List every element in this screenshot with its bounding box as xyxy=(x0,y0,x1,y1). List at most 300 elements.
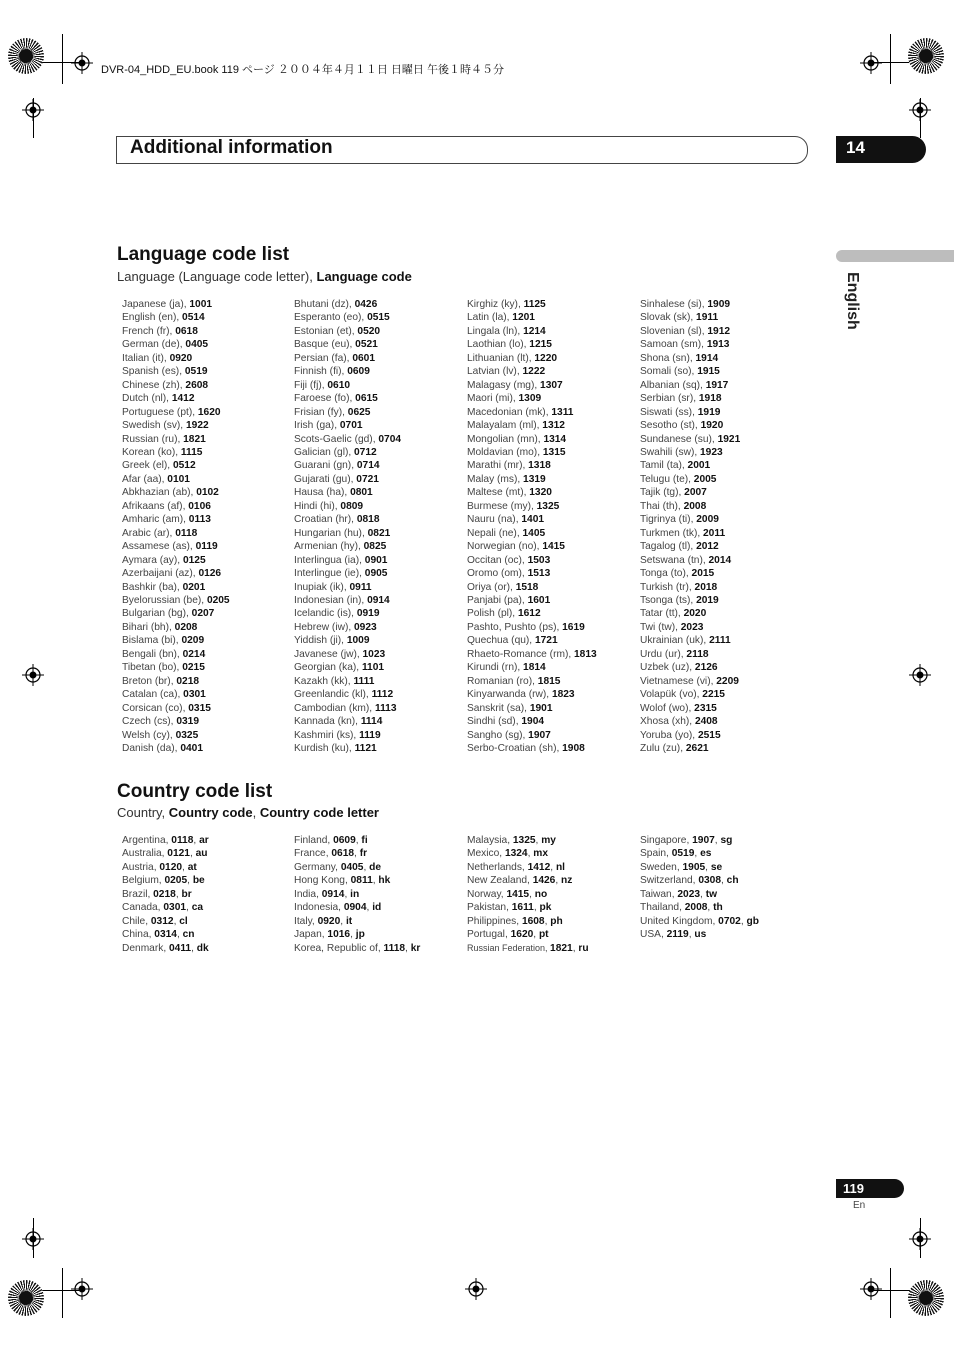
country-name: Pakistan, xyxy=(467,902,512,914)
language-entry xyxy=(122,298,230,311)
language-code: 1112 xyxy=(371,689,394,701)
language-name: Mongolian (mn), xyxy=(467,433,544,445)
language-name: Romanian (ro), xyxy=(467,675,538,687)
registration-sunburst-icon xyxy=(908,38,944,74)
language-name: Dutch (nl), xyxy=(122,393,172,405)
language-entry xyxy=(467,365,597,378)
country-code: 1325 xyxy=(512,835,536,846)
country-code: 0702 xyxy=(718,915,741,927)
language-entry xyxy=(122,702,230,715)
language-name: Malay (ms), xyxy=(467,473,524,485)
country-separator: , xyxy=(354,848,360,860)
country-entry xyxy=(122,915,209,928)
language-name: Frisian (fy), xyxy=(294,406,348,418)
country-letter: be xyxy=(192,875,205,887)
country-letter: cn xyxy=(182,929,195,941)
country-entry xyxy=(294,915,420,928)
country-separator: , xyxy=(340,915,346,927)
language-entry xyxy=(640,527,740,540)
registration-crosshair-icon xyxy=(22,1228,44,1250)
language-entry xyxy=(294,311,401,324)
country-code: 0618 xyxy=(331,848,355,860)
language-code: 0701 xyxy=(339,420,363,432)
country-code: 1608 xyxy=(521,915,545,927)
language-code: 1904 xyxy=(521,716,545,728)
language-code: 0401 xyxy=(180,742,203,754)
language-code: 0426 xyxy=(354,299,378,310)
country-code: 1821 xyxy=(550,942,573,954)
country-column-2 xyxy=(294,834,420,955)
language-code: 1914 xyxy=(695,352,719,364)
language-code: 0615 xyxy=(355,393,378,405)
country-letter: sg xyxy=(720,835,733,846)
language-entry xyxy=(122,446,230,459)
language-entry xyxy=(294,607,401,620)
language-entry xyxy=(122,365,230,378)
language-code: 0821 xyxy=(367,527,391,539)
language-entry xyxy=(294,419,401,432)
language-entry xyxy=(122,634,230,647)
country-name: Indonesia, xyxy=(294,902,344,914)
country-separator: , xyxy=(355,835,362,846)
country-letter: es xyxy=(700,848,712,860)
language-name: Marathi (mr), xyxy=(467,460,529,472)
country-letter: mx xyxy=(533,848,549,860)
country-name: Russian Federation, xyxy=(467,942,551,953)
language-code: 1823 xyxy=(551,689,575,701)
language-name: Interlingua (ia), xyxy=(294,554,365,566)
country-section-subtitle: Country, Country code, Country code letter xyxy=(117,805,379,820)
language-entry xyxy=(294,298,401,311)
country-letter: dk xyxy=(196,942,209,954)
country-name: China, xyxy=(122,929,155,941)
language-code: 1412 xyxy=(171,393,195,405)
country-separator: , xyxy=(535,835,542,846)
language-code: 0208 xyxy=(174,621,198,633)
language-entry xyxy=(640,581,740,594)
language-code: 0920 xyxy=(169,352,193,364)
language-name: Armenian (hy), xyxy=(294,541,364,553)
language-code: 1311 xyxy=(551,406,574,418)
country-entry xyxy=(294,928,420,941)
language-code: 1920 xyxy=(700,420,724,432)
language-name: Telugu (te), xyxy=(640,473,694,485)
language-code: 0721 xyxy=(356,473,379,485)
language-code: 2209 xyxy=(716,675,739,687)
language-code: 0923 xyxy=(354,621,377,633)
language-code: 0118 xyxy=(175,527,198,539)
language-entry xyxy=(467,311,597,324)
country-name: Thailand, xyxy=(640,902,685,914)
language-code: 2020 xyxy=(683,608,707,620)
language-name: Albanian (sq), xyxy=(640,379,706,391)
language-code: 1215 xyxy=(529,339,552,351)
country-letter: tw xyxy=(705,888,718,900)
language-code: 2014 xyxy=(708,554,732,566)
country-code: 0920 xyxy=(317,915,341,927)
language-entry xyxy=(467,634,597,647)
country-letter: at xyxy=(187,861,197,873)
language-name: Greenlandic (kl), xyxy=(294,689,372,701)
language-code: 0325 xyxy=(175,729,199,741)
language-name: Latvian (lv), xyxy=(467,366,523,378)
language-name: Yiddish (ji), xyxy=(294,635,347,647)
registration-crosshair-icon xyxy=(909,1228,931,1250)
language-name: Kirundi (rn), xyxy=(467,662,524,674)
language-entry xyxy=(467,325,597,338)
language-code: 1721 xyxy=(534,635,558,647)
language-name: Hausa (ha), xyxy=(294,487,351,499)
country-letter: br xyxy=(181,888,192,900)
language-code: 1111 xyxy=(353,675,375,687)
language-name: Scots-Gaelic (gd), xyxy=(294,433,379,445)
language-code: 1619 xyxy=(562,621,585,633)
registration-crosshair-icon xyxy=(860,1278,882,1300)
print-header: DVR-04_HDD_EU.book 119 ページ ２００４年４月１１日 日曜日 午後１時４５分 xyxy=(101,64,504,76)
language-name: Croatian (hr), xyxy=(294,514,357,526)
language-code: 0102 xyxy=(196,487,219,499)
language-code: 1307 xyxy=(540,379,563,391)
language-code: 1318 xyxy=(528,460,551,472)
language-name: Yoruba (yo), xyxy=(640,729,698,741)
language-name: Hebrew (iw), xyxy=(294,621,355,633)
language-name: Tamil (ta), xyxy=(640,460,688,472)
language-name: Bengali (bn), xyxy=(122,648,183,660)
language-entry xyxy=(294,325,401,338)
language-code: 0119 xyxy=(195,541,218,553)
language-entry xyxy=(122,607,230,620)
language-entry xyxy=(294,392,401,405)
country-entry xyxy=(467,928,589,941)
country-separator: , xyxy=(191,942,197,954)
language-entry xyxy=(640,540,740,553)
language-entry xyxy=(294,459,401,472)
language-code: 1101 xyxy=(361,662,385,674)
language-entry xyxy=(467,594,597,607)
country-name: Hong Kong, xyxy=(294,875,351,887)
language-name: Hungarian (hu), xyxy=(294,527,368,539)
country-entry xyxy=(640,847,759,860)
language-code: 1125 xyxy=(523,299,546,310)
country-letter: kr xyxy=(410,942,421,954)
country-name: New Zealand, xyxy=(467,875,533,887)
language-code: 1901 xyxy=(529,702,553,714)
language-code: 2019 xyxy=(696,594,719,606)
language-entry xyxy=(294,702,401,715)
language-name: Abkhazian (ab), xyxy=(122,487,197,499)
page-number: 119 xyxy=(843,1181,864,1196)
language-code: 1814 xyxy=(523,662,546,674)
country-letter: ch xyxy=(726,875,739,887)
country-separator: , xyxy=(363,861,370,873)
language-name: German (de), xyxy=(122,339,186,351)
language-code: 0207 xyxy=(191,608,215,620)
language-code: 0106 xyxy=(188,500,211,512)
language-entry xyxy=(467,688,597,701)
country-letter: ar xyxy=(199,835,209,846)
language-entry xyxy=(294,621,401,634)
language-name: Tagalog (tl), xyxy=(640,541,697,553)
country-entry xyxy=(294,874,420,887)
language-name: Hindi (hi), xyxy=(294,500,341,512)
country-separator: , xyxy=(405,942,411,954)
country-code: 1324 xyxy=(504,848,528,860)
language-code: 1921 xyxy=(717,433,741,445)
language-code: 0315 xyxy=(188,702,211,714)
language-entry xyxy=(640,661,740,674)
country-code: 0118 xyxy=(171,835,194,846)
language-code: 0601 xyxy=(352,352,375,364)
language-name: Irish (ga), xyxy=(294,420,340,432)
language-entry xyxy=(640,459,740,472)
country-separator: , xyxy=(550,861,556,873)
language-name: Kashmiri (ks), xyxy=(294,729,360,741)
country-letter: se xyxy=(710,861,723,873)
language-name: Bulgarian (bg), xyxy=(122,608,192,620)
language-code: 2007 xyxy=(684,487,707,499)
language-entry xyxy=(122,715,230,728)
language-code: 2111 xyxy=(709,635,731,647)
language-entry xyxy=(640,567,740,580)
language-entry xyxy=(467,486,597,499)
country-code: 0205 xyxy=(164,875,188,887)
country-code: 1426 xyxy=(532,875,556,887)
country-code: 1016 xyxy=(327,929,351,941)
language-name: Tajik (tg), xyxy=(640,487,685,499)
language-code: 0201 xyxy=(182,581,206,593)
language-name: Quechua (qu), xyxy=(467,635,535,647)
language-name: Tibetan (bo), xyxy=(122,662,183,674)
language-name: Arabic (ar), xyxy=(122,527,176,539)
language-entry xyxy=(122,661,230,674)
language-name: Assamese (as), xyxy=(122,541,196,553)
country-letter: nl xyxy=(555,861,565,873)
country-separator: , xyxy=(186,902,192,914)
language-entry xyxy=(122,325,230,338)
language-entry xyxy=(122,648,230,661)
country-letter: de xyxy=(369,861,382,873)
language-name: Gujarati (gu), xyxy=(294,473,357,485)
language-name: Tigrinya (ti), xyxy=(640,514,697,526)
language-code: 1923 xyxy=(700,446,723,458)
country-column-3 xyxy=(467,834,589,955)
country-code: 1415 xyxy=(506,888,530,900)
registration-crosshair-icon xyxy=(909,99,931,121)
language-code: 1503 xyxy=(527,554,551,566)
country-separator: , xyxy=(714,835,721,846)
language-code: 1401 xyxy=(521,514,545,526)
language-entry xyxy=(467,702,597,715)
country-entry xyxy=(294,901,420,914)
language-entry xyxy=(640,621,740,634)
language-code: 0512 xyxy=(172,460,196,472)
language-code: 1513 xyxy=(527,568,551,580)
language-name: Shona (sn), xyxy=(640,352,696,364)
country-letter: id xyxy=(372,902,382,914)
language-code: 1001 xyxy=(189,299,213,310)
language-name: Urdu (ur), xyxy=(640,648,687,660)
language-name: Amharic (am), xyxy=(122,514,189,526)
language-column-2 xyxy=(294,298,401,755)
language-entry xyxy=(294,513,401,526)
country-letter: pk xyxy=(539,902,552,914)
language-entry xyxy=(640,379,740,392)
country-code: 0312 xyxy=(150,915,174,927)
language-name: Samoan (sm), xyxy=(640,339,707,351)
language-entry xyxy=(640,688,740,701)
country-name: Denmark, xyxy=(122,942,169,954)
country-entry xyxy=(122,928,209,941)
language-entry xyxy=(467,513,597,526)
language-name: Italian (it), xyxy=(122,352,170,364)
language-name: Tsonga (ts), xyxy=(640,594,697,606)
country-code: 1118 xyxy=(383,942,406,954)
language-name: Burmese (my), xyxy=(467,500,537,512)
language-name: Somali (so), xyxy=(640,366,698,378)
country-name: Australia, xyxy=(122,848,168,860)
country-entry xyxy=(640,861,759,874)
language-entry xyxy=(467,567,597,580)
language-name: Galician (gl), xyxy=(294,446,355,458)
language-entry xyxy=(640,473,740,486)
country-letter: ph xyxy=(550,915,563,927)
language-name: Lithuanian (lt), xyxy=(467,352,535,364)
language-entry xyxy=(640,500,740,513)
language-entry xyxy=(467,675,597,688)
language-entry xyxy=(640,446,740,459)
language-name: Maltese (mt), xyxy=(467,487,530,499)
language-entry xyxy=(467,661,597,674)
country-entry xyxy=(294,834,420,847)
language-entry xyxy=(640,554,740,567)
language-code: 0301 xyxy=(183,689,206,701)
country-name: Norway, xyxy=(467,888,507,900)
country-letter: it xyxy=(345,915,353,927)
language-entry xyxy=(640,486,740,499)
country-separator: , xyxy=(173,915,180,927)
country-letter: fi xyxy=(361,835,368,846)
language-name: Danish (da), xyxy=(122,742,181,754)
country-separator: , xyxy=(707,902,714,914)
language-entry xyxy=(640,419,740,432)
country-name: Chile, xyxy=(122,915,151,927)
language-name: Occitan (oc), xyxy=(467,554,528,566)
country-separator: , xyxy=(366,902,373,914)
language-name: Kurdish (ku), xyxy=(294,742,355,754)
language-name: Afrikaans (af), xyxy=(122,500,189,512)
language-name: Maori (mi), xyxy=(467,393,519,405)
country-code: 2008 xyxy=(684,902,708,914)
country-separator: , xyxy=(350,929,356,941)
language-name: Kinyarwanda (rw), xyxy=(467,689,552,701)
language-name: Panjabi (pa), xyxy=(467,594,528,606)
language-name: Fiji (fj), xyxy=(294,379,328,391)
country-name: Mexico, xyxy=(467,848,505,860)
language-entry xyxy=(467,607,597,620)
country-entry xyxy=(122,834,209,847)
language-name: Lingala (ln), xyxy=(467,325,524,337)
language-name: Rhaeto-Romance (rm), xyxy=(467,648,574,660)
country-code: 0811 xyxy=(350,875,373,887)
country-entry xyxy=(467,861,589,874)
country-separator: , xyxy=(555,875,562,887)
language-entry xyxy=(467,715,597,728)
language-name: Basque (eu), xyxy=(294,339,356,351)
country-entry xyxy=(467,915,589,928)
language-code: 0714 xyxy=(356,460,380,472)
registration-sunburst-icon xyxy=(908,1280,944,1316)
language-code: 2126 xyxy=(694,662,718,674)
country-letter: fr xyxy=(359,848,368,860)
language-name: Greek (el), xyxy=(122,460,173,472)
language-name: Georgian (ka), xyxy=(294,662,362,674)
language-code: 2408 xyxy=(694,716,718,728)
language-name: Sanskrit (sa), xyxy=(467,702,530,714)
language-code: 1319 xyxy=(523,473,546,485)
country-name: Italy, xyxy=(294,915,318,927)
language-entry xyxy=(467,433,597,446)
language-code: 1405 xyxy=(522,527,546,539)
language-code: 1315 xyxy=(542,446,566,458)
country-separator: , xyxy=(694,848,701,860)
country-entry xyxy=(467,847,589,860)
language-code: 0825 xyxy=(363,541,387,553)
language-code: 0610 xyxy=(327,379,351,391)
language-section-title: Language code list xyxy=(117,244,290,265)
language-name: Interlingue (ie), xyxy=(294,568,365,580)
country-code: 1620 xyxy=(510,929,534,941)
language-name: French (fr), xyxy=(122,325,176,337)
country-entry xyxy=(122,861,209,874)
language-entry xyxy=(122,527,230,540)
language-entry xyxy=(294,661,401,674)
language-code: 1601 xyxy=(527,594,551,606)
country-separator: , xyxy=(721,875,727,887)
country-name: Brazil, xyxy=(122,888,154,900)
language-code: 0521 xyxy=(355,339,378,351)
language-code: 1912 xyxy=(707,325,731,337)
side-language-text: English xyxy=(844,272,861,330)
chapter-title: Additional information xyxy=(130,137,333,158)
language-code: 1121 xyxy=(354,742,377,754)
country-separator: , xyxy=(176,929,183,941)
language-code: 2009 xyxy=(696,514,719,526)
country-separator: , xyxy=(688,929,695,941)
country-letter: ru xyxy=(578,942,589,954)
language-entry xyxy=(294,338,401,351)
language-entry xyxy=(294,581,401,594)
language-entry xyxy=(640,702,740,715)
language-code: 0218 xyxy=(176,675,200,687)
language-column-3 xyxy=(467,298,597,755)
language-name: Welsh (cy), xyxy=(122,729,176,741)
country-code: 2023 xyxy=(677,888,701,900)
language-name: Serbo-Croatian (sh), xyxy=(467,742,563,754)
country-code: 1412 xyxy=(527,861,551,873)
country-entry xyxy=(294,847,420,860)
language-code: 2118 xyxy=(686,648,709,660)
country-letter: pt xyxy=(538,929,549,941)
registration-crosshair-icon xyxy=(22,99,44,121)
country-entry xyxy=(467,942,589,955)
language-code: 2621 xyxy=(685,742,709,754)
language-entry xyxy=(122,392,230,405)
language-entry xyxy=(122,675,230,688)
country-code: 0914 xyxy=(321,888,345,900)
language-code: 0704 xyxy=(378,433,402,445)
language-entry xyxy=(122,513,230,526)
country-separator: , xyxy=(187,875,193,887)
